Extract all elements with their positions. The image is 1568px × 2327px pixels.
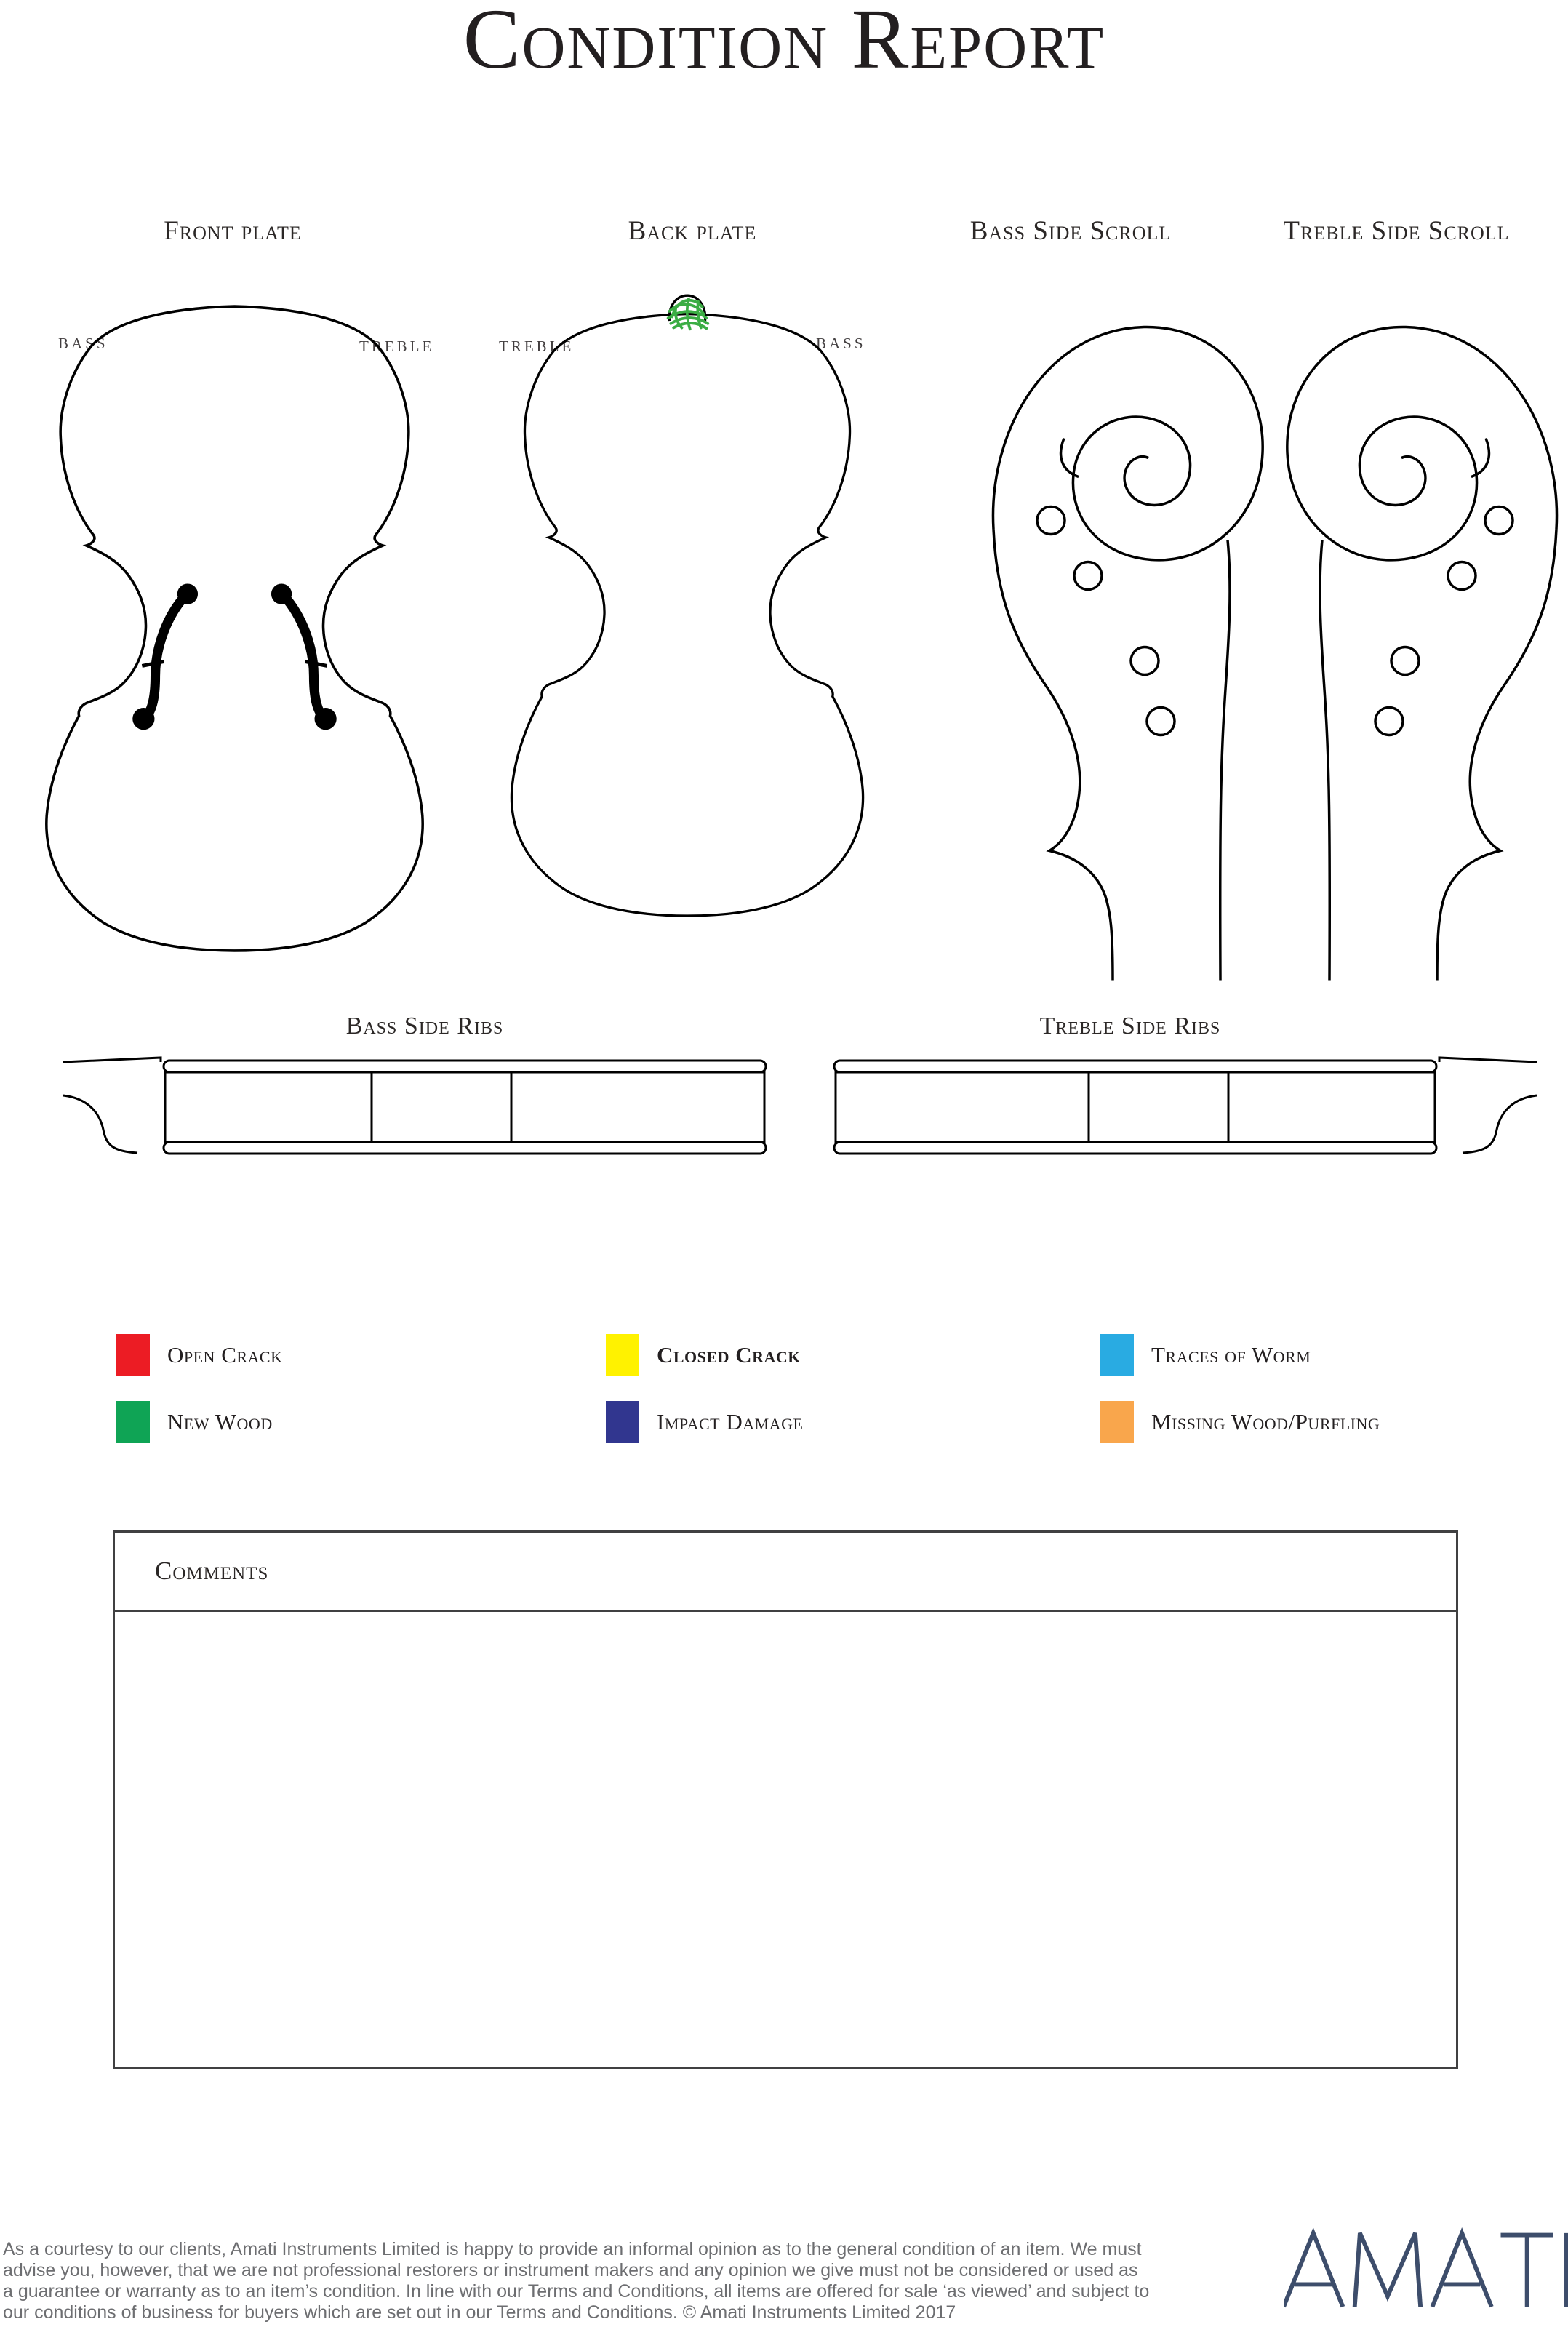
legend-label: Impact Damage [657,1409,804,1434]
bass-side-scroll-diagram [980,287,1271,982]
bass-side-ribs-heading: Bass Side Ribs [345,1013,504,1039]
amati-logo [1284,2223,1568,2318]
comments-title: Comments [155,1557,269,1585]
missing-wood-purfling-swatch [1100,1401,1134,1443]
comments-header [115,1533,1456,1612]
legend-label: Open Crack [167,1342,283,1368]
disclaimer-line: advise you, however, that we are not professional restorers or instrument makers and any opinion we give must not be considered or used as [3,2260,1138,2280]
front-plate-bass-label: BASS [58,335,108,352]
disclaimer-line: our conditions of business for buyers which are set out in our Terms and Conditions. © Amati Instruments Limited 2017 [3,2302,956,2323]
treble-side-scroll-heading: Treble Side Scroll [1283,216,1510,246]
legend-label: New Wood [167,1409,273,1434]
front-plate-heading: Front plate [164,216,302,246]
back-plate-heading: Back plate [628,216,757,246]
legend-item-closed-crack [606,1334,801,1376]
page-title: Condition Report [463,0,1105,87]
treble-side-scroll-diagram [1279,287,1568,982]
closed-crack-swatch [606,1334,639,1376]
open-crack-swatch [116,1334,150,1376]
comments-box [113,1530,1458,2069]
legend-label: Closed Crack [657,1342,801,1368]
comments-body [115,1612,1456,2069]
treble-side-ribs-diagram [833,1055,1538,1164]
front-plate-treble-label: TREBLE [359,338,435,355]
bass-side-ribs-diagram [62,1055,767,1164]
traces-of-worm-swatch [1100,1334,1134,1376]
legend-label: Traces of Worm [1151,1342,1311,1368]
front-plate-diagram [44,302,425,955]
legend-label: Missing Wood/Purfling [1151,1409,1380,1434]
disclaimer-text [3,2239,1283,2323]
legend-item-missing-wood-purfling [1100,1401,1380,1443]
disclaimer-line: As a courtesy to our clients, Amati Instruments Limited is happy to provide an informal opinion as to the general condition of an item. We must [3,2239,1142,2259]
disclaimer-line: a guarantee or warranty as to an item’s condition. In line with our Terms and Conditions, all items are offered for sale ‘as viewed’ and subject to [3,2281,1150,2302]
back-plate-treble-label: TREBLE [499,338,575,355]
legend-item-impact-damage [606,1401,803,1443]
legend-item-new-wood [116,1401,273,1443]
impact-damage-swatch [606,1401,639,1443]
back-plate-diagram [509,285,865,928]
back-plate-bass-label: BASS [816,335,866,352]
legend-item-open-crack [116,1334,283,1376]
treble-side-ribs-heading: Treble Side Ribs [1039,1013,1221,1039]
legend-item-traces-of-worm [1100,1334,1311,1376]
bass-side-scroll-heading: Bass Side Scroll [969,216,1172,246]
new-wood-swatch [116,1401,150,1443]
